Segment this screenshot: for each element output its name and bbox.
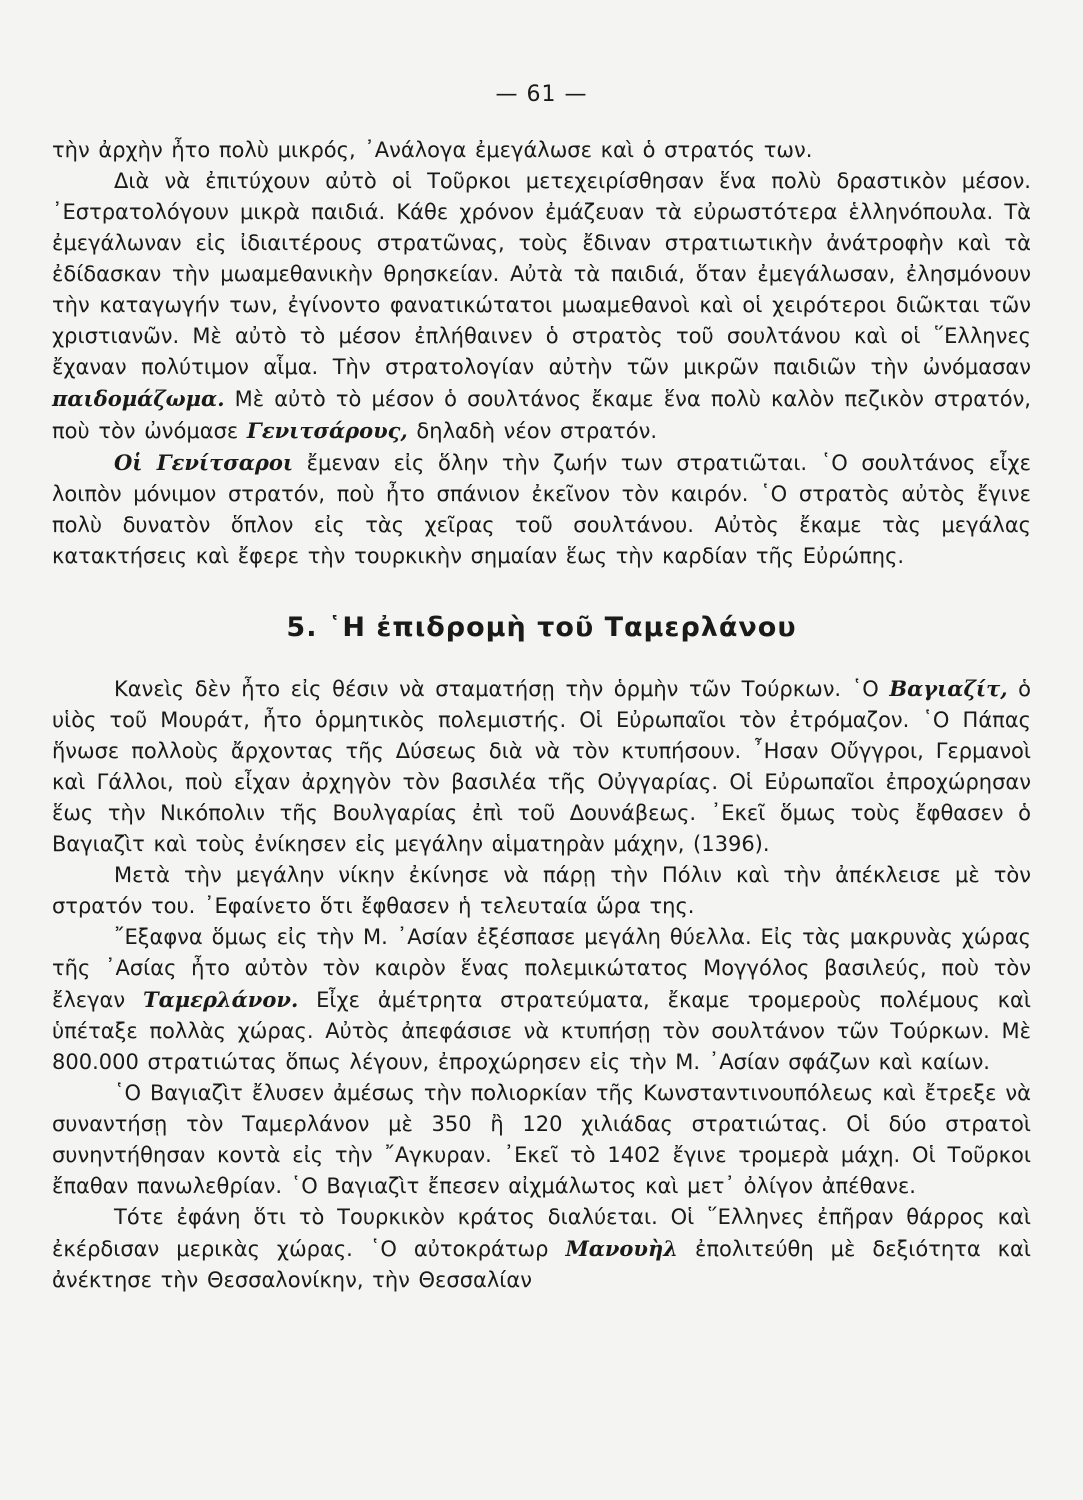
page-number: — 61 — xyxy=(495,82,588,107)
term-genitsarous: Γενιτσάρους, xyxy=(246,418,408,443)
paragraph-text: ῾Ο Βαγιαζὶτ ἔλυσεν ἀμέσως τὴν πολιορκίαν τῆς Κωνσταντινουπόλεως καὶ ἔτρεξε νὰ συναντήσῃ τὸν Ταμερλάνον μὲ 350 ἢ 120 χιλιάδας στρατιώτας. Οἱ δύο στρατοὶ συνηντήθησαν κοντὰ εἰς τὴν ῎Αγκυραν. ᾿Εκεῖ τὸ 1402 ἔγινε τρομερὰ μάχη. Οἱ Τοῦρκοι ἔπαθαν πανωλεθρίαν. ῾Ο Βαγιαζὶτ ἔπεσεν αἰχμάλωτος καὶ μετ᾿ ὀλίγον ἀπέθανε. xyxy=(52,1081,1031,1198)
section-title: 5. ῾Η ἐπιδρομὴ τοῦ Ταμερλάνου xyxy=(286,612,797,643)
paragraph-text: ὁ υἱὸς τοῦ Μουράτ, ἦτο ὁρμητικὸς πολεμιστής. Οἱ Εὐρωπαῖοι τὸν ἐτρόμαζον. ῾Ο Πάπας ἥνωσε πολλοὺς ἄρχοντας τῆς Δύσεως διὰ νὰ τὸν κτυπήσουν. ῏Ησαν Οὔγγροι, Γερμανοὶ καὶ Γάλλοι, ποὺ εἶχαν ἀρχηγὸν τὸν βασιλέα τῆς Οὐγγαρίας. Οἱ Εὐρωπαῖοι ἐπροχώρησαν ἕως τὴν Νικόπολιν τῆς Βουλγαρίας ἐπὶ τοῦ Δουνάβεως. ᾿Εκεῖ ὅμως τοὺς ἔφθασεν ὁ Βαγιαζὶτ καὶ τοὺς ἐνίκησεν εἰς μεγάλην αἱματηρὰν μάχην, (1396). xyxy=(52,677,1031,856)
term-genitsaroi: Οἱ Γενίτσαροι xyxy=(114,450,294,475)
paragraph-text: Εἶχε ἀμέτρητα στρατεύματα, ἔκαμε τρομεροὺς πολέμους καὶ ὑπέταξε πολλὰς χώρας. Αὐτὸς ἀπεφάσισε νὰ κτυπήσῃ τὸν σουλτάνον τῶν Τούρκων. Μὲ 800.000 στρατιώτας ὅπως λέγουν, ἐπροχώρησεν εἰς τὴν Μ. ᾿Ασίαν σφάζων καὶ καίων. xyxy=(52,988,1031,1074)
term-vagiazit: Βαγιαζίτ, xyxy=(889,676,1008,701)
paragraph-text: ἐπολιτεύθη μὲ δεξιότητα καὶ ἀνέκτησε τὴν Θεσσαλονίκην, τὴν Θεσσαλίαν xyxy=(52,1237,1032,1292)
term-manouil: Μανουὴλ xyxy=(565,1236,678,1261)
paragraph-text: Τότε ἐφάνη ὅτι τὸ Τουρκικὸν κράτος διαλύεται. Οἱ ῞Ελληνες ἐπῆραν θάρρος καὶ ἐκέρδισαν μερικὰς χώρας. ῾Ο αὐτοκράτωρ xyxy=(52,1205,1031,1261)
term-paidomazoma: παιδομάζωμα. xyxy=(52,386,225,411)
term-tamerlanon: Ταμερλάνον. xyxy=(143,987,299,1012)
paragraph xyxy=(52,135,1031,166)
paragraph-text: ἔμεναν εἰς ὅλην τὴν ζωήν των στρατιῶται. ῾Ο σουλτάνος εἶχε λοιπὸν μόνιμον στρατόν, ποὺ ἦτο σπάνιον ἐκεῖνον τὸν καιρόν. ῾Ο στρατὸς αὐτὸς ἔγινε πολὺ δυνατὸν ὅπλον εἰς τὰς χεῖρας τοῦ σουλτάνου. Αὐτὸς ἔκαμε τὰς μεγάλας κατακτήσεις καὶ ἔφερε τὴν τουρκικὴν σημαίαν ἕως τὴν καρδίαν τῆς Εὐρώπης. xyxy=(52,451,1031,568)
paragraph xyxy=(52,1202,1031,1296)
section-janissaries xyxy=(52,135,1031,572)
paragraph xyxy=(52,166,1031,447)
paragraph xyxy=(52,447,1031,572)
paragraph xyxy=(52,1078,1031,1202)
paragraph-text: Κανεὶς δὲν ἦτο εἰς θέσιν νὰ σταματήσῃ τὴν ὁρμὴν τῶν Τούρκων. ῾Ο xyxy=(114,677,890,701)
paragraph-text: Διὰ νὰ ἐπιτύχουν αὐτὸ οἱ Τοῦρκοι μετεχειρίσθησαν ἕνα πολὺ δραστικὸν μέσον. ᾿Εστρατολόγουν μικρὰ παιδιά. Κάθε χρόνον ἐμάζευαν τὰ εὐρωστότερα ἑλληνόπουλα. Τὰ ἐμεγάλωναν εἰς ἰδιαιτέρους στρατῶνας, τοὺς ἔδιναν στρατιωτικὴν ἀνάτροφὴν καὶ τὰ ἐδίδασκαν τὴν μωαμεθανικὴν θρησκείαν. Αὐτὰ τὰ παιδιά, ὅταν ἐμεγάλωσαν, ἐλησμόνουν τὴν καταγωγήν των, ἐγίνοντο φανατικώτατοι μωαμεθανοὶ καὶ οἱ χειρότεροι διῶκται τῶν χριστιανῶν. Μὲ αὐτὸ τὸ μέσον ἐπλήθαινεν ὁ στρατὸς τοῦ σουλτάνου καὶ οἱ ῞Ελληνες ἔχαναν πολύτιμον αἷμα. Τὴν στρατολογίαν αὐτὴν τῶν μικρῶν παιδιῶν τὴν ὠνόμασαν xyxy=(52,169,1031,379)
paragraph-text: τὴν ἀρχὴν ἦτο πολὺ μικρός, ᾿Ανάλογα ἐμεγάλωσε καὶ ὁ στρατός των. xyxy=(52,138,813,162)
paragraph-text: Μὲ αὐτὸ τὸ μέσον ὁ σουλτάνος ἔκαμε ἕνα πολὺ καλὸν πεζικὸν στρατόν, ποὺ τὸν ὠνόμασε xyxy=(52,387,1031,443)
paragraph-text: ῎Εξαφνα ὅμως εἰς τὴν Μ. ᾿Ασίαν ἐξέσπασε μεγάλη θύελλα. Εἰς τὰς μακρυνὰς χώρας τῆς ᾿Ασίας ἦτο αὐτὸν τὸν καιρὸν ἕνας πολεμικώτατος Μογγόλος βασιλεύς, ποὺ τὸν ἔλεγαν xyxy=(52,925,1031,1012)
section-tamerlane xyxy=(52,673,1031,1296)
paragraph xyxy=(52,922,1031,1078)
paragraph xyxy=(52,673,1031,860)
paragraph xyxy=(52,860,1031,922)
paragraph-text: Μετὰ τὴν μεγάλην νίκην ἐκίνησε νὰ πάρῃ τὴν Πόλιν καὶ τὴν ἀπέκλεισε μὲ τὸν στρατόν του. ᾿Εφαίνετο ὅτι ἔφθασεν ἡ τελευταία ὥρα της. xyxy=(52,863,1031,918)
paragraph-text: δηλαδὴ νέον στρατόν. xyxy=(407,419,658,443)
